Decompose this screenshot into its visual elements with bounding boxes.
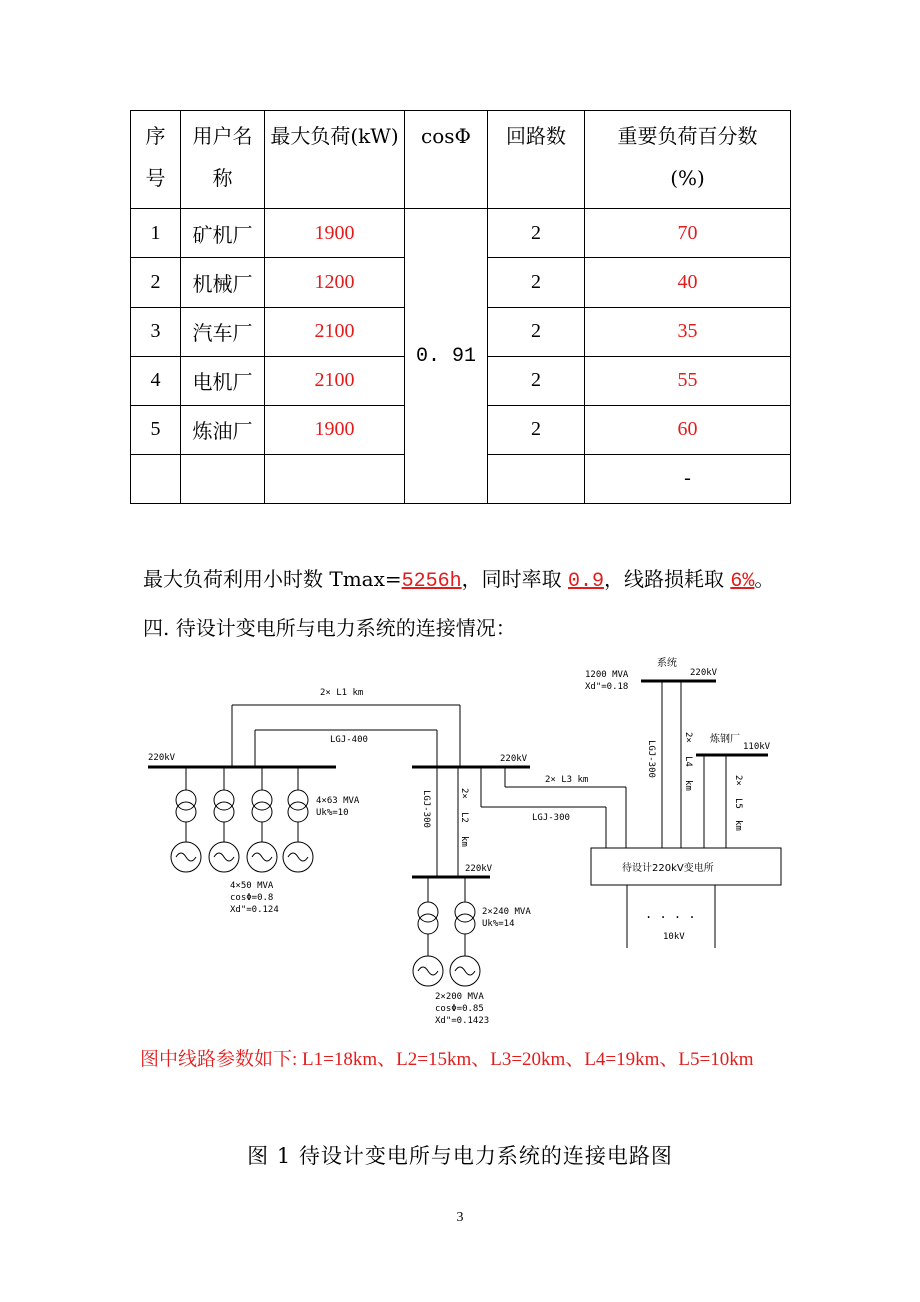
system-xd: Xd"=0.18 — [585, 682, 629, 692]
system-kv: 220kV — [690, 668, 718, 678]
generator-left-rating: 4×50 MVA — [230, 881, 274, 891]
circuit-diagram — [0, 640, 920, 1040]
l5-x: 2× — [733, 775, 743, 786]
line-params: 图中线路参数如下: L1=18km、L2=15km、L3=20km、L4=19km、L5=10km — [140, 1049, 754, 1070]
generator-low-rating: 2×200 MVA — [435, 992, 484, 1002]
cell-important: 35 — [585, 307, 791, 356]
cell-circuits: 2 — [488, 356, 585, 405]
cell-seq: 3 — [131, 307, 181, 356]
cell-empty — [131, 454, 181, 503]
l3-label: 2× L3 km — [545, 775, 589, 785]
cell-max-load: 1900 — [265, 405, 405, 454]
cell-empty — [265, 454, 405, 503]
system-label: 系统 — [657, 658, 677, 669]
header-important: 重要负荷百分数 (%) — [585, 111, 791, 209]
lgj400-label: LGJ-400 — [330, 735, 368, 745]
transformer-low-uk: Uk%=14 — [482, 919, 515, 929]
table-header-row — [131, 111, 791, 209]
cell-user: 矿机厂 — [181, 209, 265, 258]
low-units — [413, 877, 480, 986]
generator-low-xd: Xd"=0.1423 — [435, 1016, 490, 1026]
text-fragment: ，同时率取 — [461, 567, 568, 591]
l4-name: L4 — [683, 756, 693, 767]
cell-max-load: 1900 — [265, 209, 405, 258]
generator-left-cos: cosΦ=0.8 — [230, 893, 274, 903]
steel-plant-kv: 110kV — [743, 742, 771, 752]
left-units — [171, 767, 313, 872]
page-number: 3 — [456, 1210, 464, 1225]
lgj300-l4-label: LGJ-300 — [646, 740, 656, 778]
lgj300-l3-label: LGJ-300 — [532, 813, 570, 823]
substation-label: 待设计220kV变电所 — [622, 863, 714, 874]
bus-left-label: 220kV — [148, 753, 176, 763]
l2-name: L2 — [459, 812, 469, 823]
cell-seq: 4 — [131, 356, 181, 405]
steel-plant-label: 炼钢厂 — [710, 734, 740, 745]
loss-value: 6% — [730, 570, 755, 593]
cell-circuits: 2 — [488, 307, 585, 356]
cell-user: 电机厂 — [181, 356, 265, 405]
cell-circuits: 2 — [488, 405, 585, 454]
tmax-paragraph — [143, 563, 774, 593]
cell-seq: 2 — [131, 258, 181, 307]
header-cos: cosΦ — [405, 111, 488, 209]
cell-empty — [181, 454, 265, 503]
cell-empty — [488, 454, 585, 503]
l2-x: 2× — [459, 788, 469, 799]
text-fragment: ，线路损耗取 — [604, 567, 731, 591]
header-seq: 序 号 — [131, 111, 181, 209]
dots-label: . . . . — [645, 907, 696, 921]
transformer-left-rating: 4×63 MVA — [316, 796, 360, 806]
cell-seq: 5 — [131, 405, 181, 454]
l5-name: L5 — [733, 798, 743, 809]
simultaneity-value: 0.9 — [568, 570, 605, 593]
figure-caption: 图 1 待设计变电所与电力系统的连接电路图 — [247, 1144, 673, 1168]
cell-important: 40 — [585, 258, 791, 307]
transformer-low-rating: 2×240 MVA — [482, 907, 531, 917]
low-kv-label: 10kV — [663, 932, 685, 942]
l4-km: km — [683, 780, 693, 791]
cell-max-load: 2100 — [265, 307, 405, 356]
bus-mid-label: 220kV — [500, 754, 528, 764]
cell-max-load: 2100 — [265, 356, 405, 405]
transformer-left-uk: Uk%=10 — [316, 808, 349, 818]
cell-important: 70 — [585, 209, 791, 258]
cell-important: 55 — [585, 356, 791, 405]
table-row — [131, 209, 791, 258]
l2-km: km — [459, 836, 469, 847]
line-l1-label: 2× L1 km — [320, 688, 364, 698]
cell-important: 60 — [585, 405, 791, 454]
header-circuits: 回路数 — [488, 111, 585, 209]
generator-left-xd: Xd"=0.124 — [230, 905, 279, 915]
cell-circuits: 2 — [488, 258, 585, 307]
cell-user: 炼油厂 — [181, 405, 265, 454]
tmax-value: 5256h — [401, 570, 462, 593]
cell-cos: 0. 91 — [405, 209, 488, 504]
cell-important: - — [585, 454, 791, 503]
header-user: 用户名 称 — [181, 111, 265, 209]
generator-low-cos: cosΦ=0.85 — [435, 1004, 484, 1014]
section-title: 四. 待设计变电所与电力系统的连接情况： — [143, 616, 516, 640]
tmax-prefix: 最大负荷利用小时数 Tmax= — [143, 567, 402, 591]
cell-circuits: 2 — [488, 209, 585, 258]
load-table — [130, 110, 791, 504]
cell-seq: 1 — [131, 209, 181, 258]
system-mva: 1200 MVA — [585, 670, 629, 680]
header-max-load: 最大负荷(kW) — [265, 111, 405, 209]
cell-max-load: 1200 — [265, 258, 405, 307]
cell-user: 机械厂 — [181, 258, 265, 307]
bus-low-label: 220kV — [465, 864, 493, 874]
l4-x: 2× — [683, 732, 693, 743]
cell-user: 汽车厂 — [181, 307, 265, 356]
l5-km: km — [733, 820, 743, 831]
lgj300-l2-label: LGJ-300 — [421, 790, 431, 828]
text-fragment: 。 — [754, 567, 775, 591]
